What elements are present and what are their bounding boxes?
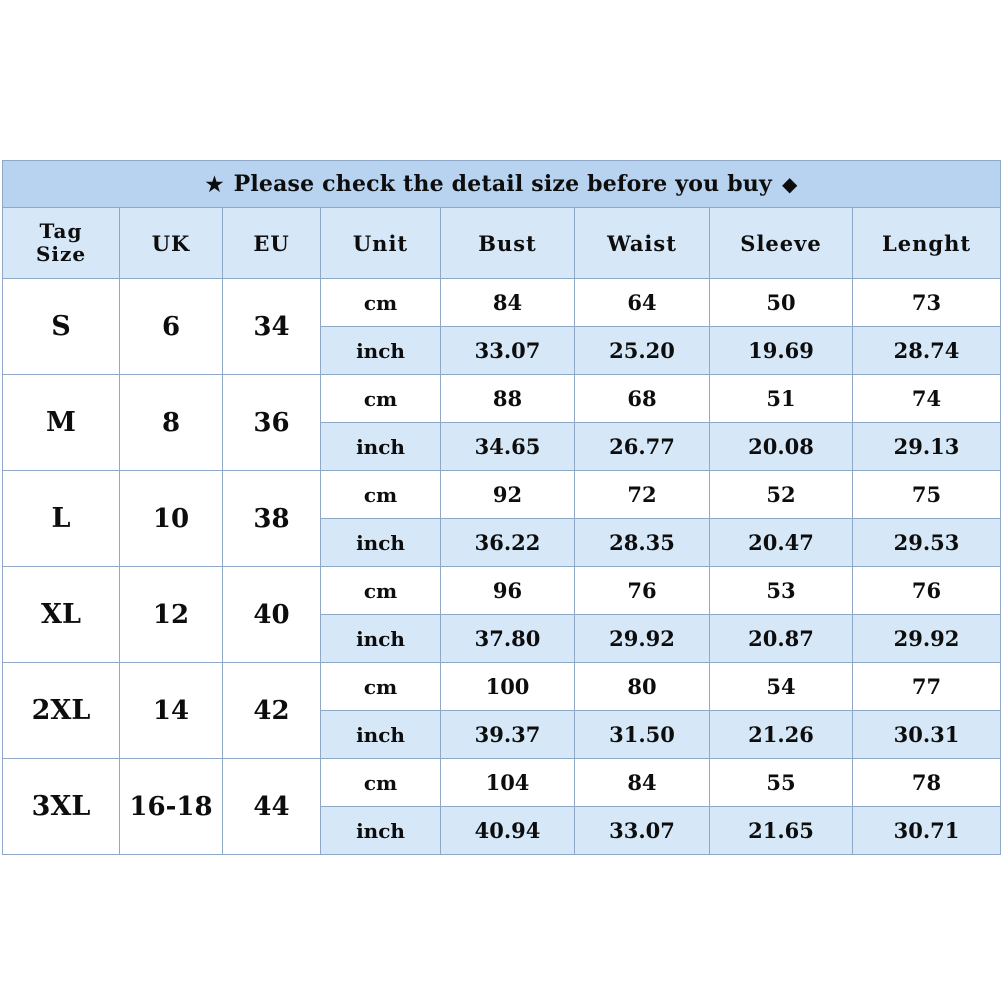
cell-bust-inch: 37.80 (441, 615, 575, 663)
cell-waist-inch: 26.77 (575, 423, 710, 471)
cell-unit-cm: cm (321, 375, 441, 423)
cell-unit-cm: cm (321, 759, 441, 807)
header-eu: EU (223, 208, 321, 279)
cell-sleeve-inch: 21.26 (710, 711, 853, 759)
cell-length-inch: 30.31 (853, 711, 1001, 759)
cell-eu: 38 (223, 471, 321, 567)
cell-sleeve-inch: 19.69 (710, 327, 853, 375)
size-chart-table (2, 160, 1001, 855)
cell-sleeve-cm: 51 (710, 375, 853, 423)
cell-unit-cm: cm (321, 279, 441, 327)
header-waist: Waist (575, 208, 710, 279)
cell-length-inch: 28.74 (853, 327, 1001, 375)
cell-length-cm: 74 (853, 375, 1001, 423)
cell-waist-inch: 29.92 (575, 615, 710, 663)
cell-bust-cm: 96 (441, 567, 575, 615)
cell-unit-inch: inch (321, 807, 441, 855)
cell-unit-inch: inch (321, 615, 441, 663)
cell-bust-inch: 34.65 (441, 423, 575, 471)
cell-eu: 36 (223, 375, 321, 471)
cell-sleeve-cm: 53 (710, 567, 853, 615)
header-bust: Bust (441, 208, 575, 279)
cell-waist-cm: 72 (575, 471, 710, 519)
table-row (3, 471, 1001, 519)
cell-unit-inch: inch (321, 519, 441, 567)
table-row (3, 759, 1001, 807)
cell-uk: 16-18 (120, 759, 223, 855)
table-row (3, 279, 1001, 327)
banner-text: Please check the detail size before you buy (233, 171, 772, 197)
cell-bust-cm: 104 (441, 759, 575, 807)
cell-sleeve-cm: 55 (710, 759, 853, 807)
banner-row (3, 161, 1001, 208)
cell-sleeve-inch: 21.65 (710, 807, 853, 855)
cell-tag-size: 3XL (3, 759, 120, 855)
cell-length-cm: 77 (853, 663, 1001, 711)
table-row (3, 663, 1001, 711)
cell-uk: 14 (120, 663, 223, 759)
cell-tag-size: M (3, 375, 120, 471)
header-tag-size (3, 208, 120, 279)
cell-bust-inch: 33.07 (441, 327, 575, 375)
cell-waist-cm: 76 (575, 567, 710, 615)
cell-waist-inch: 25.20 (575, 327, 710, 375)
diamond-icon: ◆ (781, 172, 798, 196)
banner-cell (3, 161, 1001, 208)
cell-eu: 34 (223, 279, 321, 375)
cell-eu: 40 (223, 567, 321, 663)
header-sleeve: Sleeve (710, 208, 853, 279)
star-icon: ★ (205, 172, 224, 196)
header-length: Lenght (853, 208, 1001, 279)
cell-tag-size: 2XL (3, 663, 120, 759)
cell-waist-inch: 31.50 (575, 711, 710, 759)
cell-unit-inch: inch (321, 423, 441, 471)
cell-tag-size: XL (3, 567, 120, 663)
cell-sleeve-inch: 20.87 (710, 615, 853, 663)
table-row (3, 567, 1001, 615)
cell-unit-cm: cm (321, 567, 441, 615)
cell-uk: 8 (120, 375, 223, 471)
cell-length-inch: 29.53 (853, 519, 1001, 567)
table-row (3, 375, 1001, 423)
cell-tag-size: S (3, 279, 120, 375)
cell-waist-inch: 28.35 (575, 519, 710, 567)
cell-bust-inch: 36.22 (441, 519, 575, 567)
cell-sleeve-cm: 54 (710, 663, 853, 711)
cell-eu: 44 (223, 759, 321, 855)
cell-length-cm: 76 (853, 567, 1001, 615)
cell-waist-cm: 64 (575, 279, 710, 327)
cell-bust-inch: 39.37 (441, 711, 575, 759)
cell-tag-size: L (3, 471, 120, 567)
cell-sleeve-inch: 20.47 (710, 519, 853, 567)
cell-uk: 6 (120, 279, 223, 375)
cell-bust-cm: 100 (441, 663, 575, 711)
cell-waist-cm: 68 (575, 375, 710, 423)
cell-unit-cm: cm (321, 663, 441, 711)
cell-length-inch: 30.71 (853, 807, 1001, 855)
cell-bust-cm: 88 (441, 375, 575, 423)
cell-waist-cm: 84 (575, 759, 710, 807)
cell-bust-cm: 92 (441, 471, 575, 519)
cell-unit-inch: inch (321, 327, 441, 375)
cell-unit-cm: cm (321, 471, 441, 519)
cell-length-cm: 78 (853, 759, 1001, 807)
cell-length-cm: 73 (853, 279, 1001, 327)
cell-uk: 10 (120, 471, 223, 567)
cell-sleeve-cm: 52 (710, 471, 853, 519)
header-tag-size-line2: Size (35, 242, 87, 266)
table-header-row (3, 208, 1001, 279)
header-uk: UK (120, 208, 223, 279)
cell-length-inch: 29.13 (853, 423, 1001, 471)
cell-bust-cm: 84 (441, 279, 575, 327)
cell-length-inch: 29.92 (853, 615, 1001, 663)
cell-uk: 12 (120, 567, 223, 663)
header-unit: Unit (321, 208, 441, 279)
cell-waist-cm: 80 (575, 663, 710, 711)
cell-bust-inch: 40.94 (441, 807, 575, 855)
cell-length-cm: 75 (853, 471, 1001, 519)
cell-unit-inch: inch (321, 711, 441, 759)
cell-waist-inch: 33.07 (575, 807, 710, 855)
header-tag-size-line1: Tag (39, 219, 83, 243)
cell-sleeve-inch: 20.08 (710, 423, 853, 471)
cell-sleeve-cm: 50 (710, 279, 853, 327)
cell-eu: 42 (223, 663, 321, 759)
